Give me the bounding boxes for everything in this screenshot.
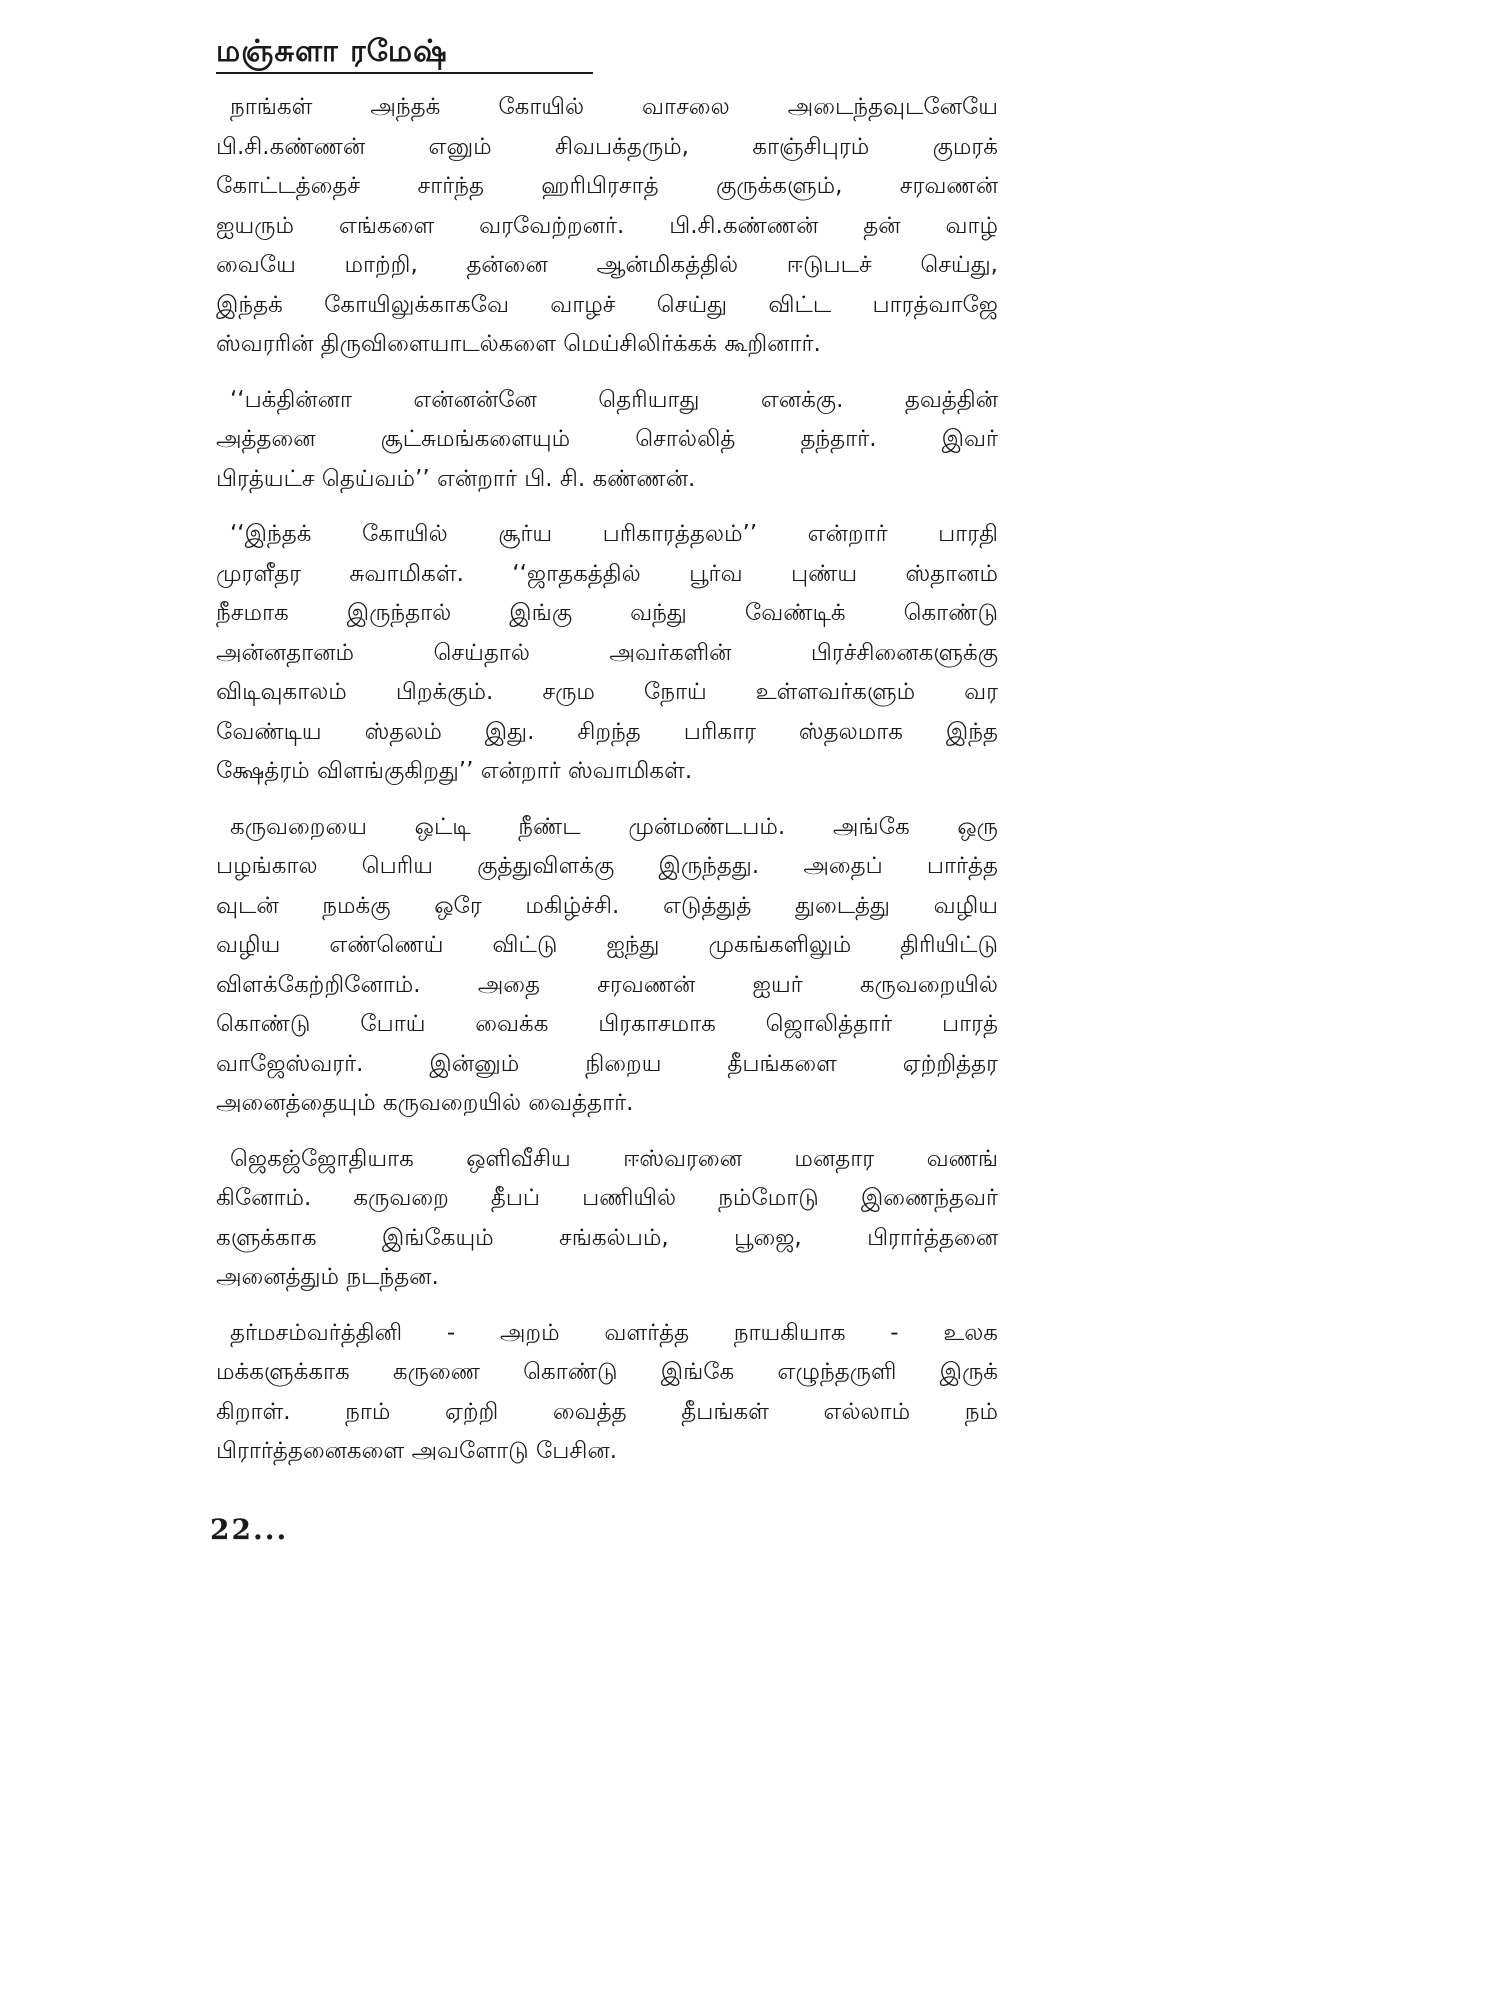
page-number: 22... — [210, 1513, 289, 1546]
text-line: அனைத்தும் நடந்தன. — [216, 1264, 439, 1290]
text-line: கினோம். கருவறை தீபப் பணியில் நம்மோடு இணைந்தவர் — [216, 1185, 998, 1211]
paragraph — [216, 1314, 998, 1472]
text-line: கோட்டத்தைச் சார்ந்த ஹரிபிரசாத் குருக்களும், சரவணன் — [216, 173, 998, 199]
paragraph — [216, 1140, 998, 1298]
text-line: ‘‘பக்தின்னா என்னன்னே தெரியாது எனக்கு. தவத்தின் — [230, 386, 998, 413]
text-line: களுக்காக இங்கேயும் சங்கல்பம், பூஜை, பிரார்த்தனை — [216, 1224, 998, 1251]
text-line: நாங்கள் அந்தக் கோயில் வாசலை அடைந்தவுடனேயே — [230, 94, 998, 120]
text-line: நீசமாக இருந்தால் இங்கு வந்து வேண்டிக் கொண்டு — [216, 600, 998, 626]
text-line: கொண்டு போய் வைக்க பிரகாசமாக ஜொலித்தார் பாரத் — [216, 1011, 998, 1037]
paragraph — [216, 381, 998, 500]
text-line: ஐயரும் எங்களை வரவேற்றனர். பி.சி.கண்ணன் தன் வாழ் — [216, 212, 998, 239]
text-line: மக்களுக்காக கருணை கொண்டு இங்கே எழுந்தருளி இருக் — [216, 1359, 998, 1385]
text-line: முரளீதர சுவாமிகள். ‘‘ஜாதகத்தில் பூர்வ புண்ய ஸ்தானம் — [216, 560, 998, 587]
text-line: பழங்கால பெரிய குத்துவிளக்கு இருந்தது. அதைப் பார்த்த — [216, 853, 998, 879]
text-line: வையே மாற்றி, தன்னை ஆன்மிகத்தில் ஈடுபடச் செய்து, — [216, 252, 998, 278]
paragraph — [216, 88, 998, 365]
text-line: ‘‘இந்தக் கோயில் சூர்ய பரிகாரத்தலம்’’ என்றார் பாரதி — [230, 521, 998, 547]
article-body — [216, 88, 998, 1488]
text-line: வேண்டிய ஸ்தலம் இது. சிறந்த பரிகார ஸ்தலமாக இந்த — [216, 718, 998, 745]
text-line: அத்தனை சூட்சுமங்களையும் சொல்லித் தந்தார். இவர் — [216, 426, 998, 452]
running-header-author: மஞ்சுளா ரமேஷ் — [216, 34, 448, 69]
text-line: விளக்கேற்றினோம். அதை சரவணன் ஐயர் கருவறையில் — [216, 971, 998, 998]
text-line: ஸ்வரரின் திருவிளையாடல்களை மெய்சிலிர்க்கக் கூறினார். — [216, 331, 821, 357]
text-line: கிறாள். நாம் ஏற்றி வைத்த தீபங்கள் எல்லாம் நம் — [216, 1398, 998, 1425]
text-line: பிரத்யட்ச தெய்வம்’’ என்றார் பி. சி. கண்ணன். — [216, 465, 696, 492]
paragraph — [216, 808, 998, 1124]
text-line: விடிவுகாலம் பிறக்கும். சரும நோய் உள்ளவர்களும் வர — [216, 679, 998, 705]
text-line: வழிய எண்ணெய் விட்டு ஐந்து முகங்களிலும் திரியிட்டு — [216, 932, 998, 958]
text-line: ஜெகஜ்ஜோதியாக ஒளிவீசிய ஈஸ்வரனை மனதார வணங் — [230, 1145, 998, 1172]
text-line: அனைத்தையும் கருவறையில் வைத்தார். — [216, 1090, 634, 1116]
text-line: வாஜேஸ்வரர். இன்னும் நிறைய தீபங்களை ஏற்றித்தர — [216, 1050, 998, 1077]
header-underline — [216, 72, 593, 74]
text-line: பிரார்த்தனைகளை அவளோடு பேசின. — [216, 1438, 618, 1464]
text-line: அன்னதானம் செய்தால் அவர்களின் பிரச்சினைகளுக்கு — [216, 639, 998, 666]
paragraph — [216, 515, 998, 792]
text-line: க்ஷேத்ரம் விளங்குகிறது’’ என்றார் ஸ்வாமிகள். — [216, 758, 693, 784]
text-line: இந்தக் கோயிலுக்காகவே வாழச் செய்து விட்ட பாரத்வாஜே — [216, 291, 998, 318]
text-line: கருவறையை ஒட்டி நீண்ட முன்மண்டபம். அங்கே ஒரு — [230, 813, 998, 840]
text-line: தர்மசம்வர்த்தினி - அறம் வளர்த்த நாயகியாக - உலக — [230, 1319, 998, 1346]
text-line: பி.சி.கண்ணன் எனும் சிவபக்தரும், காஞ்சிபுரம் குமரக் — [216, 133, 998, 160]
text-line: வுடன் நமக்கு ஒரே மகிழ்ச்சி. எடுத்துத் துடைத்து வழிய — [216, 892, 998, 919]
